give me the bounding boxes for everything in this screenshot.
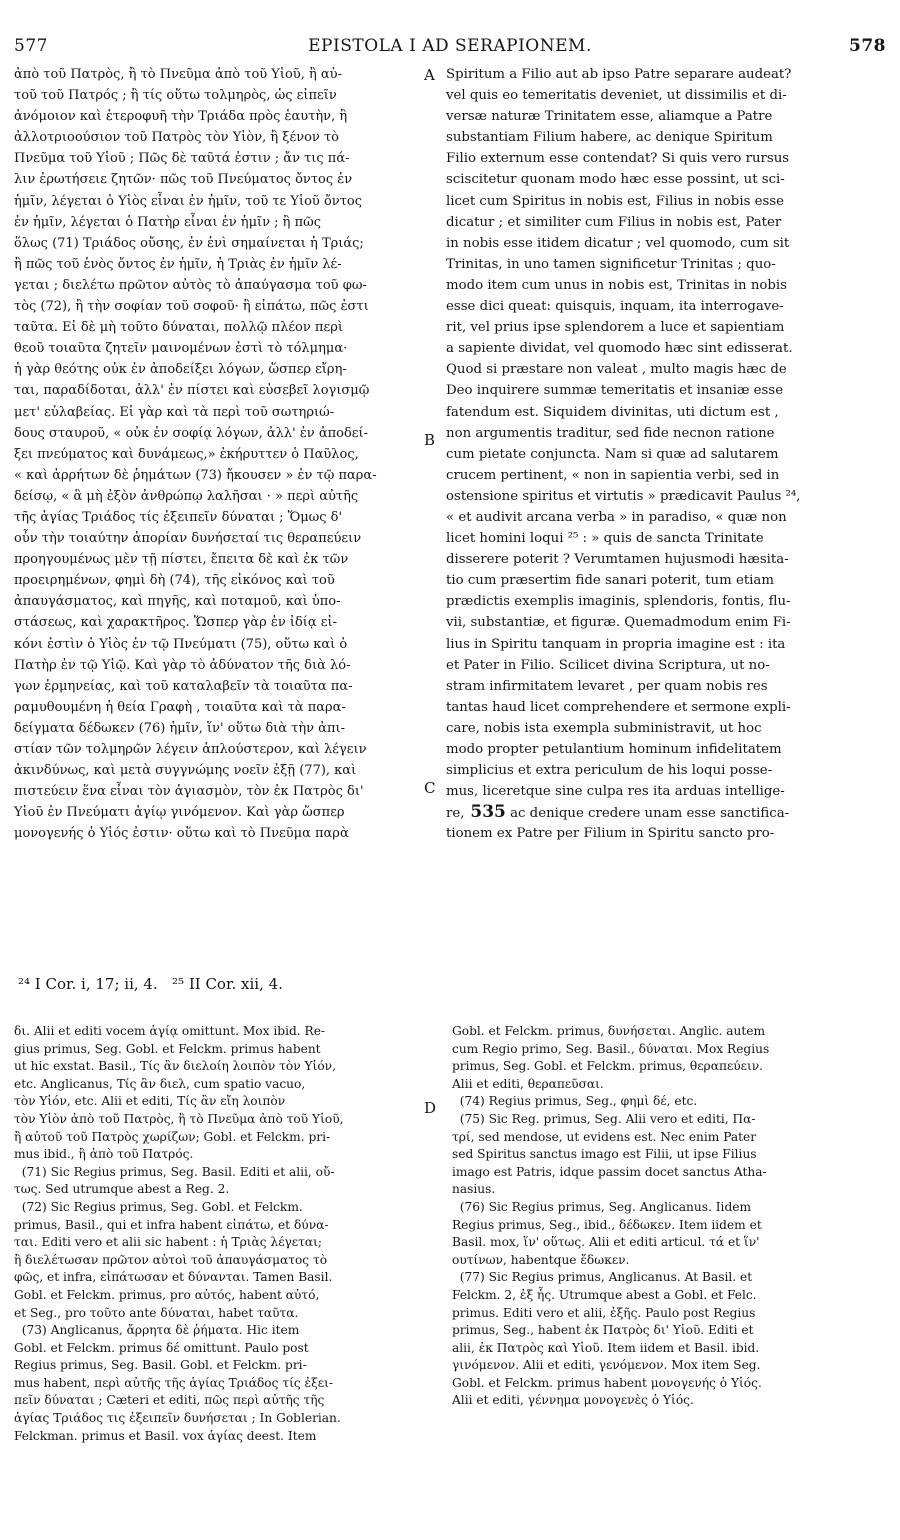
greek-text-line: ὅλως (71) Τριάδος οὔσης, ἐν ἑνὶ σημαίνεται ἡ Τριάς;	[14, 235, 364, 251]
greek-text-line: Πατὴρ ἐν τῷ Υἱῷ. Καὶ γὰρ τὸ ἀδύνατον τῆς διὰ λό-	[14, 657, 351, 673]
note-line: φῶς, et infra, εἰπάτωσαν et δύνανται. Tamen Basil.	[14, 1270, 333, 1285]
note-line: (72) Sic Regius primus, Seg. Gobl. et Felckm.	[14, 1199, 303, 1214]
note-line: ἢ αὐτοῦ τοῦ Πατρὸς χωρίζων; Gobl. et Felckm. pri-	[14, 1129, 331, 1144]
latin-text-line: non argumentis traditur, sed fide necnon ratione	[446, 425, 775, 441]
latin-text-line: tionem ex Patre per Filium in Spiritu sancto pro-	[446, 826, 775, 842]
latin-text-line: cum pietate conjuncta. Nam si quæ ad salutarem	[446, 446, 779, 462]
greek-text-line: ἀπὸ τοῦ Πατρὸς, ἢ τὸ Πνεῦμα ἀπὸ τοῦ Υἱοῦ, ἢ αὐ-	[14, 67, 342, 82]
note-line: mus habent, περὶ αὐτῆς τῆς ἁγίας Τριάδος τίς ἐξει-	[14, 1375, 334, 1390]
latin-text-line: dicatur ; et similiter cum Filius in nobis est, Pater	[446, 214, 782, 230]
latin-line-continuation: ac denique credere unam esse sanctifica-	[505, 806, 790, 822]
latin-text-line: Filio externum esse contendat? Si quis vero rursus	[446, 151, 790, 167]
margin-letter-b: B	[424, 431, 436, 449]
greek-text-line: Πνεῦμα τοῦ Υἱοῦ ; Πῶς δὲ ταῦτά ἐστιν ; ἄν τις πά-	[14, 151, 350, 167]
greek-text-line: δείσῳ, « ἃ μὴ ἐξὸν ἀνθρώπῳ λαλῆσαι · » περὶ αὐτῆς	[14, 488, 359, 504]
column-number: 535	[464, 802, 506, 823]
note-line: et Seg., pro τοῦτο ante δύναται, habet ταῦτα.	[14, 1305, 299, 1320]
latin-text-line: Spiritum a Filio aut ab ipso Patre separare audeat?	[446, 67, 792, 82]
greek-text-line: ἀπαυγάσματος, καὶ πηγῆς, καὶ ποταμοῦ, καὶ ὑπο-	[14, 594, 341, 610]
latin-text-line: licet cum Spiritus in nobis est, Filius in nobis esse	[446, 193, 785, 209]
latin-text-line: licet homini loqui ²⁵ : » quis de sancta Trinitate	[446, 531, 764, 547]
latin-text-line: rit, vel prius ipse splendorem a luce et sapientiam	[446, 320, 785, 336]
margin-letter-d: D	[424, 1099, 437, 1117]
greek-text-line: στίαν τῶν τολμηρῶν λέγειν ἁπλούστερον, καὶ λέγειν	[14, 742, 367, 757]
note-line: Regius primus, Seg., ibid., δέδωκεν. Item iidem et	[452, 1217, 762, 1232]
greek-text-line: προειρημένων, φημὶ δὴ (74), τῆς εἰκόνος καὶ τοῦ	[14, 573, 335, 589]
latin-text-line: esse dici queat: quisquis, inquam, ita interrogave-	[446, 299, 784, 315]
latin-text-line: modo item cum unus in nobis est, Trinitas in nobis	[446, 277, 787, 293]
note-line: (71) Sic Regius primus, Seg. Basil. Editi et alii, οὔ-	[14, 1164, 335, 1179]
greek-text-line: μονογενής ὁ Υἱός ἐστιν· οὕτω καὶ τὸ Πνεῦμα παρὰ	[14, 826, 349, 842]
note-line: (77) Sic Regius primus, Anglicanus. At Basil. et	[452, 1270, 753, 1285]
greek-text-line: Υἱοῦ ἐν Πνεύματι ἁγίῳ γινόμενον. Καὶ γὰρ ὥσπερ	[14, 805, 345, 821]
running-header	[14, 36, 886, 62]
greek-text-line: μετ' εὐλαβείας. Εἰ γὰρ καὶ τὰ περὶ τοῦ σωτηριώ-	[14, 404, 335, 420]
note-line: τως. Sed utrumque abest a Reg. 2.	[14, 1182, 230, 1197]
greek-text-line: ται, παραδίδοται, ἀλλ' ἐν πίστει καὶ εὐσεβεῖ λογισμῷ	[14, 383, 370, 399]
greek-text-line: δους σταυροῦ, « οὐκ ἐν σοφίᾳ λόγων, ἀλλ' ἐν ἀποδεί-	[14, 425, 369, 441]
latin-text-line: crucem pertinent, « non in sapientia verbi, sed in	[446, 467, 780, 483]
greek-text-column	[14, 64, 377, 844]
latin-text-line: Quod si præstare non valeat , multo magis hæc de	[446, 362, 787, 378]
latin-text-line: versæ naturæ Trinitatem esse, aliamque a Patre	[446, 109, 773, 125]
note-line: Felckman. primus et Basil. vox ἁγίας deest. Item	[14, 1428, 317, 1443]
greek-text-line: ἀκινδύνως, καὶ μετὰ συγγνώμης νοεῖν ἐξῇ (77), καὶ	[14, 763, 357, 779]
note-line: Alii et editi, θεραπεῦσαι.	[452, 1076, 604, 1091]
greek-text-line: ἀλλοτριοούσιον τοῦ Πατρὸς τὸν Υἱὸν, ἢ ξένον τὸ	[14, 130, 339, 146]
note-line: (73) Anglicanus, ἄρρητα δὲ ῥήματα. Hic item	[14, 1323, 300, 1338]
note-line: Gobl. et Felckm. primus, δυνήσεται. Anglic. autem	[452, 1024, 766, 1038]
greek-text-line: ἢ πῶς τοῦ ἑνὸς ὄντος ἐν ἡμῖν, ἡ Τριὰς ἐν ἡμῖν λέ-	[14, 256, 342, 272]
note-line: Gobl. et Felckm. primus, pro αὐτός, habent αὐτό,	[14, 1287, 320, 1302]
greek-text-line: ἀνόμοιον καὶ ἑτεροφυῆ τὴν Τριάδα πρὸς ἑαυτὴν, ἢ	[14, 109, 348, 125]
greek-text-line: κόνι ἐστὶν ὁ Υἱὸς ἐν τῷ Πνεύματι (75), οὕτω καὶ ὁ	[14, 636, 348, 652]
greek-text-line: ταῦτα. Εἰ δὲ μὴ τοῦτο δύναται, πολλῷ πλέον περὶ	[14, 320, 343, 336]
footnote-references: ²⁴ I Cor. i, 17; ii, 4. ²⁵ II Cor. xii, 4.	[18, 975, 283, 993]
note-line: (76) Sic Regius primus, Seg. Anglicanus. Iidem	[452, 1199, 752, 1214]
greek-text-line: προηγουμένως μὲν τῇ πίστει, ἔπειτα δὲ καὶ ἐκ τῶν	[14, 552, 349, 568]
greek-text-line: γων ἑρμηνείας, καὶ τοῦ καταλαβεῖν τὰ τοιαῦτα πα-	[14, 678, 353, 694]
note-line: nasius.	[452, 1182, 496, 1197]
latin-text-line: a sapiente dividat, vel quomodo hæc sint edisserat.	[446, 341, 793, 357]
latin-text-line: et Pater in Filio. Scilicet divina Scriptura, ut no-	[446, 657, 770, 673]
note-line: ται. Editi vero et alii sic habent : ἡ Τριὰς λέγεται;	[14, 1235, 322, 1250]
note-line: (75) Sic Reg. primus, Seg. Alii vero et editi, Πα-	[452, 1111, 756, 1126]
latin-text-line: mus, liceretque sine culpa res ita arduas intellige-	[446, 784, 785, 800]
latin-text-line: disserere poterit ? Verumtamen hujusmodi hæsita-	[446, 552, 789, 568]
latin-text-line: sciscitetur quonam modo hæc esse possint, ut sci-	[446, 172, 785, 188]
greek-text-line: γεται ; διελέτω πρῶτον αὐτὸς τὸ ἀπαύγασμα τοῦ φω-	[14, 277, 367, 293]
latin-text-line: Deo inquirere summæ temeritatis et insaniæ esse	[446, 383, 784, 399]
greek-text-line: δείγματα δέδωκεν (76) ἡμῖν, ἵν' οὕτω διὰ τὴν ἀπι-	[14, 720, 345, 736]
critical-notes-right	[452, 1023, 769, 1410]
latin-text-line: stram infirmitatem levaret , per quam nobis res	[446, 678, 768, 694]
latin-text-line: substantiam Filium habere, ac denique Spiritum	[446, 130, 773, 146]
page-number-right: 578	[849, 36, 886, 56]
margin-letter-c: C	[424, 779, 436, 797]
latin-text-line: ostensione spiritus et virtutis » prædicavit Paulus ²⁴,	[446, 488, 801, 504]
note-line: Alii et editi, γέννημα μονογενὲς ὁ Υἱός.	[452, 1393, 694, 1408]
greek-text-line: « καὶ ἀρρήτων δὲ ῥημάτων (73) ἤκουσεν » ἐν τῷ παρα-	[14, 467, 377, 483]
latin-text-line: lius in Spiritu tanquam in propria imagine est : ita	[446, 636, 786, 652]
greek-text-line: ἐν ἡμῖν, λέγεται ὁ Πατὴρ εἶναι ἐν ἡμῖν ; ἢ πῶς	[14, 214, 322, 230]
greek-text-line: θεοῦ τοιαῦτα ζητεῖν μαινομένων ἐστὶ τὸ τόλμημα·	[14, 341, 348, 357]
note-line: τρί, sed mendose, ut evidens est. Nec enim Pater	[452, 1129, 757, 1144]
latin-text-line: simplicius et extra periculum de his loqui posse-	[446, 763, 773, 779]
latin-text-line: vii, substantiæ, et figuræ. Quemadmodum enim Fi-	[446, 615, 791, 631]
note-line: gius primus, Seg. Gobl. et Felckm. primus habent	[14, 1041, 321, 1056]
latin-text-line: modo propter petulantium hominum infidelitatem	[446, 742, 782, 757]
critical-notes-left	[14, 1023, 343, 1445]
note-line: ut hic exstat. Basil., Τίς ἂν διελοίη λοιπὸν τὸν Υἱόν,	[14, 1059, 336, 1074]
greek-text-line: ραμυθουμένη ἡ θεία Γραφὴ , τοιαῦτα καὶ τὰ παρα-	[14, 699, 346, 715]
note-line: πεῖν δύναται ; Cæteri et editi, πῶς περὶ αὐτῆς τῆς	[14, 1393, 325, 1408]
latin-text-line: in nobis esse itidem dicatur ; vel quomodo, cum sit	[446, 235, 790, 251]
note-line: δι. Alii et editi vocem ἁγίᾳ omittunt. Mox ibid. Re-	[14, 1024, 326, 1038]
greek-text-line: τοῦ τοῦ Πατρός ; ἢ τίς οὕτω τολμηρὸς, ὡς εἰπεῖν	[14, 88, 337, 104]
latin-text-line: re, 535 ac denique credere unam esse sanctifica-	[446, 802, 790, 823]
note-line: primus, Basil., qui et infra habent εἰπάτω, et δύνα-	[14, 1217, 329, 1232]
note-line: Gobl. et Felckm. primus δέ omittunt. Paulo post	[14, 1340, 309, 1355]
note-line: ουτίνων, habentque ἔδωκεν.	[452, 1252, 630, 1267]
greek-text-line: στάσεως, καὶ χαρακτῆρος. Ὥσπερ γὰρ ἐν ἰδίᾳ εἰ-	[14, 615, 338, 631]
note-line: sed Spiritus sanctus imago est Filii, ut ipse Filius	[452, 1147, 757, 1162]
greek-text-line: ξει πνεύματος καὶ δυνάμεως,» ἐκήρυττεν ὁ Παῦλος,	[14, 446, 359, 462]
note-line: cum Regio primo, Seg. Basil., δύναται. Mox Regius	[452, 1041, 770, 1056]
latin-text-line: Trinitas, in uno tamen significetur Trinitas ; quo-	[446, 256, 776, 272]
greek-text-line: πιστεύειν ἕνα εἶναι τὸν ἁγιασμὸν, τὸν ἐκ Πατρὸς δι'	[14, 784, 364, 800]
greek-text-line: ἡμῖν, λέγεται ὁ Υἱὸς εἶναι ἐν ἡμῖν, τοῦ τε Υἱοῦ ὄντος	[14, 193, 362, 209]
latin-text-line: fatendum est. Siquidem divinitas, uti dictum est ,	[446, 404, 779, 420]
latin-text-line: care, nobis ista exempla subministravit, ut hoc	[446, 720, 762, 736]
note-line: τὸν Υἱόν, etc. Alii et editi, Τίς ἂν εἴη λοιπὸν	[14, 1094, 286, 1109]
note-line: (74) Regius primus, Seg., φημὶ δέ, etc.	[452, 1094, 698, 1109]
latin-text-line: « et audivit arcana verba » in paradiso, « quæ non	[446, 509, 787, 525]
page-number-left: 577	[14, 36, 48, 56]
note-line: γινόμενον. Alii et editi, γενόμενον. Mox item Seg.	[452, 1358, 761, 1373]
note-line: mus ibid., ἢ ἀπὸ τοῦ Πατρός.	[14, 1147, 194, 1162]
note-line: τὸν Υἱὸν ἀπὸ τοῦ Πατρὸς, ἢ τὸ Πνεῦμα ἀπὸ τοῦ Υἱοῦ,	[14, 1111, 344, 1126]
margin-letter-a: A	[424, 66, 435, 84]
note-line: alii, ἐκ Πατρὸς καὶ Υἱοῦ. Item iidem et Basil. ibid.	[452, 1340, 760, 1355]
greek-text-line: τὸς (72), ἢ τὴν σοφίαν τοῦ σοφοῦ· ἢ εἰπάτω, πῶς ἐστι	[14, 299, 369, 315]
latin-text-line: tantas haud licet comprehendere et sermone expli-	[446, 699, 791, 715]
latin-text-line: tio cum præsertim fide sanari poterit, tum etiam	[446, 573, 774, 589]
greek-text-line: ἡ γὰρ θεότης οὐκ ἐν ἀποδείξει λόγων, ὥσπερ εἴρη-	[14, 362, 347, 378]
latin-text-line: prædictis exemplis imaginis, splendoris, fontis, flu-	[446, 594, 791, 610]
greek-text-line: τῆς ἁγίας Τριάδος τίς ἐξειπεῖν δύναται ; Ὅμως δ'	[14, 509, 343, 525]
note-line: Basil. mox, ἵν' οὕτως. Alii et editi articul. τά et ἵν'	[452, 1235, 760, 1250]
note-line: Felckm. 2, ἐξ ἧς. Utrumque abest a Gobl. et Felc.	[452, 1287, 757, 1302]
latin-text-column	[446, 64, 800, 844]
latin-text-line: vel quis eo temeritatis deveniet, ut dissimilis et di-	[446, 88, 787, 104]
note-line: Gobl. et Felckm. primus habent μονογενής ὁ Υἱός.	[452, 1375, 762, 1390]
note-line: ἢ διελέτωσαν πρῶτον αὐτοὶ τοῦ ἀπαυγάσματος τὸ	[14, 1252, 328, 1267]
note-line: primus, Seg., habent ἐκ Πατρὸς δι' Υἱοῦ. Editi et	[452, 1323, 754, 1338]
note-line: primus, Seg. Gobl. et Felckm. primus, θεραπεύειν.	[452, 1059, 764, 1074]
running-title: EPISTOLA I AD SERAPIONEM.	[308, 36, 592, 56]
note-line: primus. Editi vero et alii, ἐξῆς. Paulo post Regius	[452, 1305, 756, 1320]
note-line: etc. Anglicanus, Τίς ἂν διελ, cum spatio vacuo,	[14, 1076, 306, 1091]
greek-text-line: οὖν τὴν τοιαύτην ἀπορίαν δυνήσεταί τις θεραπεύειν	[14, 531, 362, 547]
note-line: imago est Patris, idque passim docet sanctus Atha-	[452, 1164, 767, 1179]
note-line: ἁγίας Τριάδος τις ἐξειπεῖν δυνήσεται ; In Goblerian.	[14, 1411, 341, 1426]
greek-text-line: λιν ἐρωτήσειε ζητῶν· πῶς τοῦ Πνεύματος ὄντος ἐν	[14, 172, 353, 188]
note-line: Regius primus, Seg. Basil. Gobl. et Felckm. pri-	[14, 1358, 307, 1373]
